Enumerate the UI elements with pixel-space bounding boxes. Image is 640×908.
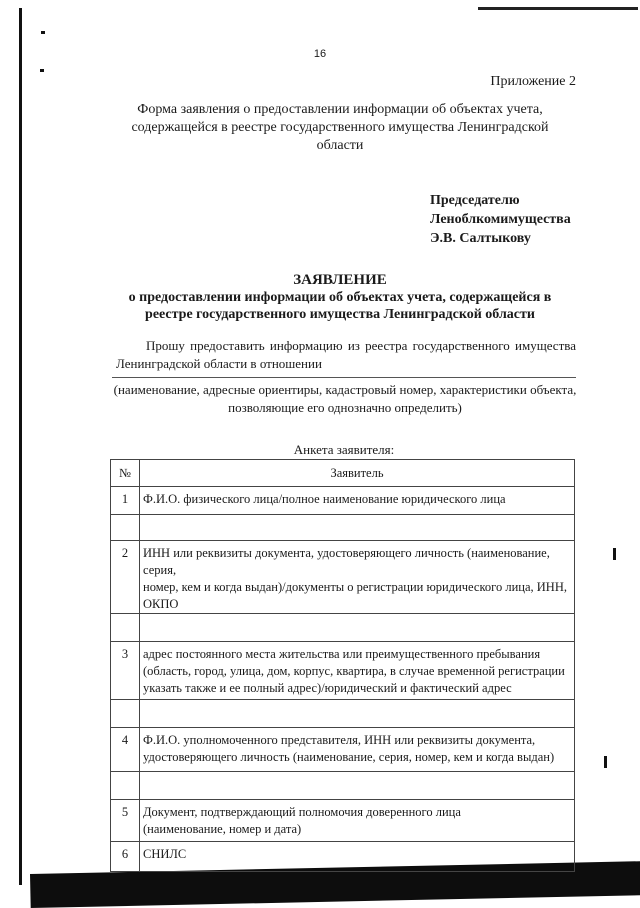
table-row <box>111 487 575 515</box>
scan-mark-right <box>604 756 607 768</box>
answer-row <box>111 772 575 800</box>
row-label-line: удостоверяющего личность (наименование, серия, номер, кем и когда выдан) <box>143 750 555 764</box>
form-title-line: Форма заявления о предоставлении информации об объектах учета, <box>137 102 543 117</box>
row-label-line: Ф.И.О. физического лица/полное наименование юридического лица <box>143 492 506 506</box>
page-number: 16 <box>313 48 327 60</box>
row-label-line: ОКПО <box>143 597 179 611</box>
fill-hint-line: (наименование, адресные ориентиры, кадастровый номер, характеристики объекта, <box>113 382 577 397</box>
row-label-line: Документ, подтверждающий полномочия доверенного лица <box>143 805 461 819</box>
table-row <box>111 541 575 614</box>
row-label <box>140 800 575 842</box>
answer-field[interactable] <box>140 700 575 728</box>
appendix-label: Приложение 2 <box>490 74 576 89</box>
table-row <box>111 728 575 772</box>
answer-field[interactable] <box>140 772 575 800</box>
addressee-name: Э.В. Салтыкову <box>430 231 531 246</box>
row-label-line: (наименование, номер и дата) <box>143 822 302 836</box>
form-title <box>100 101 580 155</box>
row-label-line: ИНН или реквизиты документа, удостоверяющего личность (наименование, серия, <box>143 546 550 577</box>
row-number: 6 <box>111 842 140 872</box>
row-number: 1 <box>111 487 140 515</box>
header-number: № <box>111 460 140 487</box>
scan-mark-right <box>613 548 616 560</box>
survey-title: Анкета заявителя: <box>293 442 395 457</box>
answer-number-cell <box>111 772 140 800</box>
request-line: Прошу предоставить информацию из реестра государственного имущества <box>146 338 576 353</box>
header-applicant: Заявитель <box>140 460 575 487</box>
fill-hint-line: позволяющие его однозначно определить) <box>228 400 462 415</box>
scan-dot <box>40 69 44 72</box>
row-label <box>140 642 575 700</box>
heading-subtitle: о предоставлении информации об объектах учета, содержащейся в <box>128 290 552 305</box>
row-number: 4 <box>111 728 140 772</box>
heading-title: ЗАЯВЛЕНИЕ <box>293 272 387 288</box>
row-label <box>140 842 575 872</box>
table-row <box>111 800 575 842</box>
table-row <box>111 642 575 700</box>
row-label-line: СНИЛС <box>143 847 187 861</box>
scan-edge-top <box>478 7 638 10</box>
object-fill-line[interactable] <box>112 377 576 378</box>
answer-row <box>111 700 575 728</box>
form-title-line: области <box>316 138 364 153</box>
scan-dot <box>41 31 45 34</box>
addressee-organization: Леноблкомимущества <box>430 212 571 227</box>
answer-field[interactable] <box>140 614 575 642</box>
row-number: 2 <box>111 541 140 614</box>
applicant-table <box>110 459 575 872</box>
answer-number-cell <box>111 700 140 728</box>
row-label-line: номер, кем и когда выдан)/документы о регистрации юридического лица, ИНН, <box>143 580 567 594</box>
row-label <box>140 728 575 772</box>
row-label-line: указать также и ее полный адрес)/юридический и фактический адрес <box>143 681 512 695</box>
row-label <box>140 541 575 614</box>
document-heading <box>80 272 600 323</box>
answer-row <box>111 614 575 642</box>
request-paragraph <box>116 337 576 373</box>
request-line: Ленинградской области в отношении <box>116 356 322 371</box>
row-number: 3 <box>111 642 140 700</box>
addressee-position: Председателю <box>430 193 520 208</box>
fill-hint <box>110 381 580 417</box>
row-label <box>140 487 575 515</box>
row-label-line: Ф.И.О. уполномоченного представителя, ИНН или реквизиты документа, <box>143 733 536 747</box>
table-row <box>111 842 575 872</box>
answer-number-cell <box>111 515 140 541</box>
answer-field[interactable] <box>140 515 575 541</box>
form-title-line: содержащейся в реестре государственного имущества Ленинградской <box>131 120 549 135</box>
row-number: 5 <box>111 800 140 842</box>
heading-subtitle: реестре государственного имущества Ленинградской области <box>145 307 535 322</box>
addressee-block <box>430 191 571 248</box>
answer-number-cell <box>111 614 140 642</box>
answer-row <box>111 515 575 541</box>
row-label-line: адрес постоянного места жительства или преимущественного пребывания <box>143 647 541 661</box>
row-label-line: (область, город, улица, дом, корпус, квартира, в случае временной регистрации <box>143 664 565 678</box>
table-header-row <box>111 460 575 487</box>
